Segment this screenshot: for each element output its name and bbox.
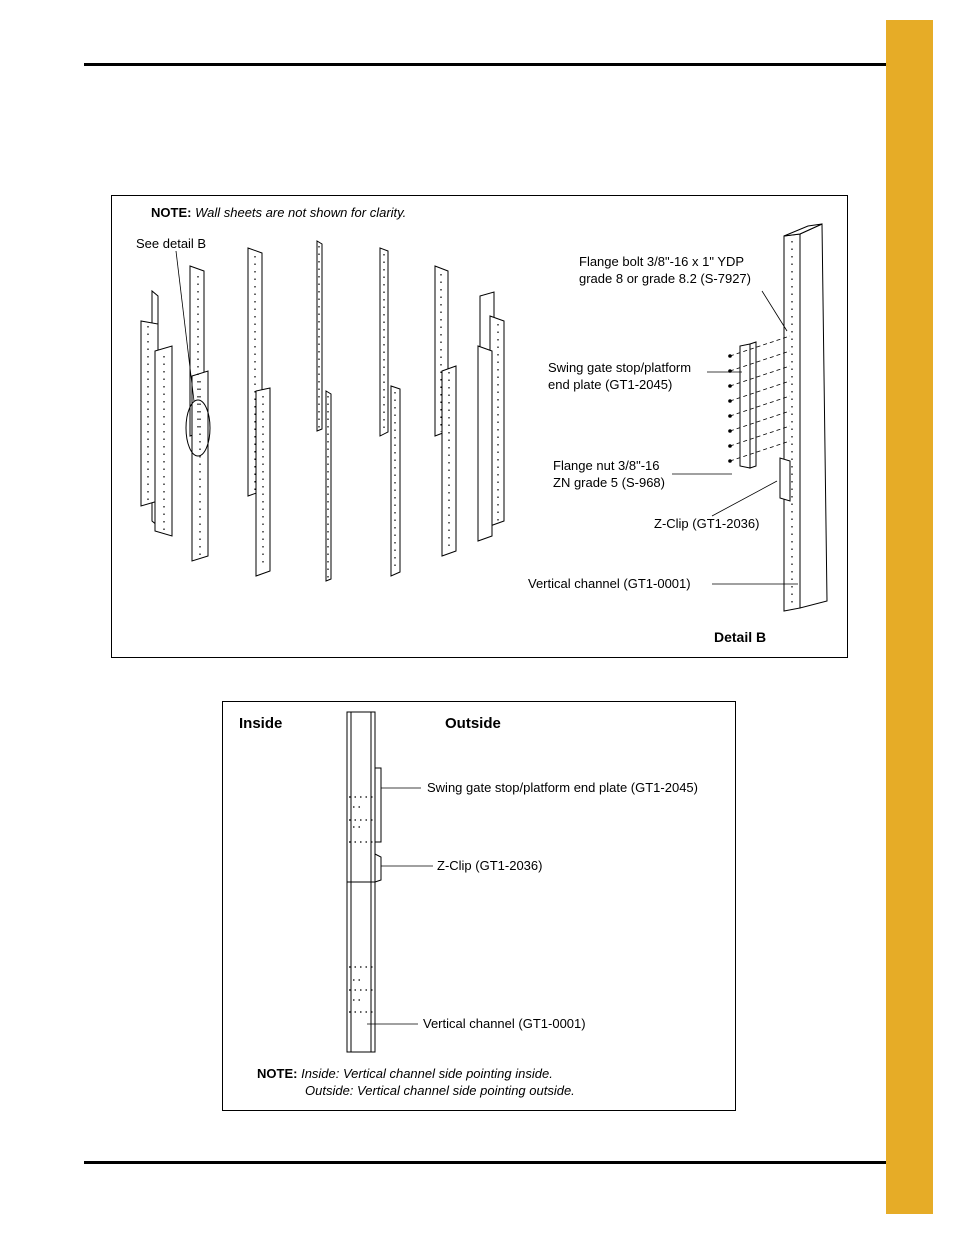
see-detail-label: See detail B	[136, 236, 207, 251]
footer-rule	[84, 1161, 926, 1164]
header-rule	[84, 63, 926, 66]
figure1-note	[151, 205, 406, 221]
vertical-channel-label: Vertical channel (GT1-0001)	[528, 576, 691, 591]
zclip-label: Z-Clip (GT1-2036)	[654, 516, 760, 531]
note-line1: Inside: Vertical channel side pointing inside.	[301, 1066, 553, 1081]
swing-gate-label: Swing gate stop/platform end plate (GT1-2045)	[427, 780, 698, 795]
vertical-channel-label: Vertical channel (GT1-0001)	[423, 1016, 586, 1031]
detail-b-title: Detail B	[714, 629, 767, 645]
inside-label: Inside	[239, 715, 283, 732]
note-label: NOTE:	[257, 1066, 298, 1081]
figure-exploded-assembly	[111, 195, 848, 658]
flange-bolt-line2: grade 8 or grade 8.2 (S-7927)	[579, 271, 751, 286]
note-line2: Outside: Vertical channel side pointing outside.	[305, 1083, 575, 1098]
note-label: NOTE:	[151, 205, 192, 220]
channel-orientation-drawing	[223, 702, 735, 1110]
flange-nut-line1: Flange nut 3/8"-16	[553, 458, 660, 473]
flange-bolt-line1: Flange bolt 3/8"-16 x 1" YDP	[579, 254, 745, 269]
figure-channel-orientation	[222, 701, 736, 1111]
zclip-label: Z-Clip (GT1-2036)	[437, 858, 543, 873]
swing-gate-line1: Swing gate stop/platform	[548, 360, 692, 375]
swing-gate-line2: end plate (GT1-2045)	[548, 377, 673, 392]
outside-label: Outside	[445, 715, 501, 732]
note-text: Wall sheets are not shown for clarity.	[195, 205, 407, 220]
figure2-note-line1	[257, 1066, 553, 1082]
chapter-tab	[886, 20, 933, 1214]
flange-nut-line2: ZN grade 5 (S-968)	[553, 475, 665, 490]
